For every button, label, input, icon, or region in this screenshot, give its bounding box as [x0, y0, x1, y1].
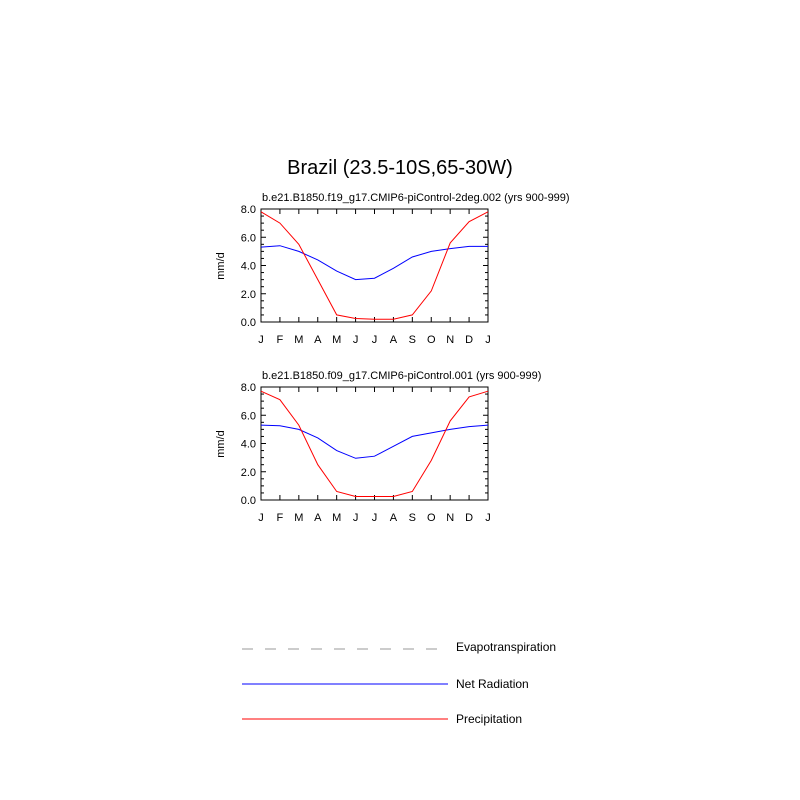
panel-1-series-net-radiation: [261, 246, 488, 280]
panel-1-x-tick-label: M: [332, 334, 342, 346]
panel-2-plot-frame: [261, 387, 488, 500]
panel-1: [215, 192, 570, 346]
panel-1-x-tick-label: J: [258, 334, 264, 346]
panel-1-x-tick-label: F: [276, 334, 284, 346]
panel-2-x-tick-label: J: [371, 512, 378, 524]
panel-2-y-tick-label: 2.0: [240, 466, 256, 479]
panel-1-x-tick-label: S: [408, 334, 417, 346]
panel-2-x-tick-label: S: [408, 512, 417, 524]
panel-2-x-tick-label: D: [465, 512, 474, 524]
panel-2-x-tick-label: J: [258, 512, 264, 524]
panel-1-x-tick-label: J: [371, 334, 378, 346]
panel-2-y-tick-label: 4.0: [240, 438, 256, 451]
panel-2-y-tick-label: 6.0: [240, 410, 256, 423]
panel-1-ylabel: mm/d: [215, 252, 227, 280]
panel-1-series-precipitation: [261, 212, 488, 319]
panel-1-x-tick-label: J: [485, 334, 491, 346]
panel-2-y-tick-label: 8.0: [240, 382, 256, 394]
panel-2-x-tick-label: J: [352, 512, 359, 524]
panel-1-x-tick-label: D: [465, 334, 474, 346]
panel-2-ylabel: mm/d: [215, 430, 227, 458]
panel-2-x-tick-label: N: [446, 512, 455, 524]
panel-1-y-tick-label: 6.0: [240, 232, 256, 245]
panel-2-title: b.e21.B1850.f09_g17.CMIP6-piControl.001 (yrs 900-999): [262, 370, 542, 382]
panel-1-y-tick-label: 8.0: [240, 204, 256, 216]
panel-2-x-tick-label: M: [294, 512, 304, 524]
panel-1-x-tick-label: M: [294, 334, 304, 346]
panel-1-x-tick-label: A: [314, 334, 322, 346]
panel-2-series-precipitation: [261, 391, 488, 496]
panel-1-y-tick-label: 0.0: [240, 317, 256, 329]
panel-1-x-tick-label: O: [426, 334, 436, 346]
panel-1-x-tick-label: A: [389, 334, 398, 346]
legend: [242, 640, 556, 726]
panel-2-x-tick-label: F: [276, 512, 284, 524]
panel-2-x-tick-label: A: [389, 512, 398, 524]
panel-2-x-tick-label: M: [332, 512, 342, 524]
panel-2-series-net-radiation: [261, 425, 488, 458]
panel-1-x-tick-label: N: [446, 334, 455, 346]
panel-1-plot-frame: [261, 209, 488, 322]
figure-title: Brazil (23.5-10S,65-30W): [287, 157, 513, 179]
panel-2-x-tick-label: A: [314, 512, 322, 524]
panel-2-y-tick-label: 0.0: [240, 495, 256, 507]
legend-label-evapotranspiration: Evapotranspiration: [456, 640, 557, 654]
panel-2-x-tick-label: O: [426, 512, 436, 524]
legend-label-net-radiation: Net Radiation: [456, 677, 529, 691]
panel-1-title: b.e21.B1850.f19_g17.CMIP6-piControl-2deg.002 (yrs 900-999): [262, 192, 570, 204]
panel-1-y-tick-label: 2.0: [240, 288, 256, 301]
panel-1-y-tick-label: 4.0: [240, 260, 256, 273]
legend-label-precipitation: Precipitation: [456, 712, 523, 726]
panel-2: [215, 370, 541, 524]
panel-2-x-tick-label: J: [485, 512, 491, 524]
panel-1-x-tick-label: J: [352, 334, 359, 346]
